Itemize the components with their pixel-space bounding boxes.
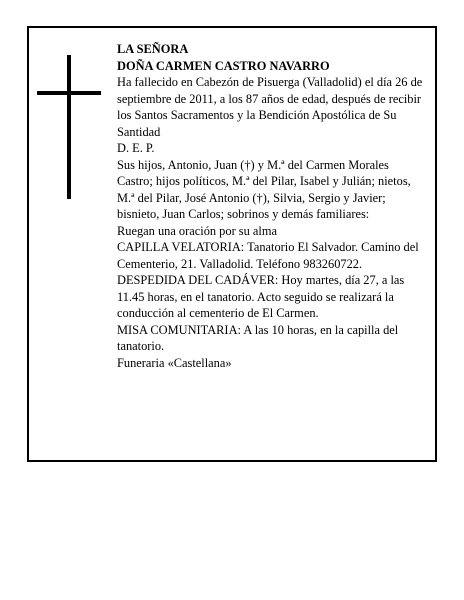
honorific: LA SEÑORA: [117, 42, 189, 56]
obituary-notice: [27, 26, 437, 462]
death-announcement: Ha fallecido en Cabezón de Pisuerga (Valladolid) el día 26 de septiembre de 2011, a los 87 años de edad, después de recibir los Santos Sacramentos y la Bendición Apostólica de Su Santidad: [117, 75, 423, 139]
mass-info: MISA COMUNITARIA: A las 10 horas, en la capilla del tanatorio.: [117, 322, 399, 353]
family-list: Sus hijos, Antonio, Juan (†) y M.ª del Carmen Morales Castro; hijos políticos, M.ª del Pilar, Isabel y Julián; nietos, M.ª del Pilar, José Antonio (†), Silvia, Sergio y Javier; bisnieto, Juan Carlos; sobrinos y demás familiares:: [117, 157, 411, 221]
deceased-name: DOÑA CARMEN CASTRO NAVARRO: [117, 58, 330, 73]
cross-vertical-bar: [67, 55, 71, 199]
rip-line: D. E. P.: [117, 141, 155, 155]
funeral-home: Funeraria «Castellana»: [117, 355, 232, 370]
cross-horizontal-bar: [37, 91, 101, 95]
chapel-info: CAPILLA VELATORIA: Tanatorio El Salvador. Camino del Cementerio, 21. Valladolid. Teléfono 983260722.: [117, 240, 419, 271]
obituary-text: [117, 41, 427, 371]
prayer-request: Ruegan una oración por su alma: [117, 223, 277, 238]
farewell-info: DESPEDIDA DEL CADÁVER: Hoy martes, día 27, a las 11.45 horas, en el tanatorio. Acto seguido se realizará la conducción al cementerio de El Carmen.: [117, 273, 405, 320]
cross-icon: [37, 55, 101, 199]
